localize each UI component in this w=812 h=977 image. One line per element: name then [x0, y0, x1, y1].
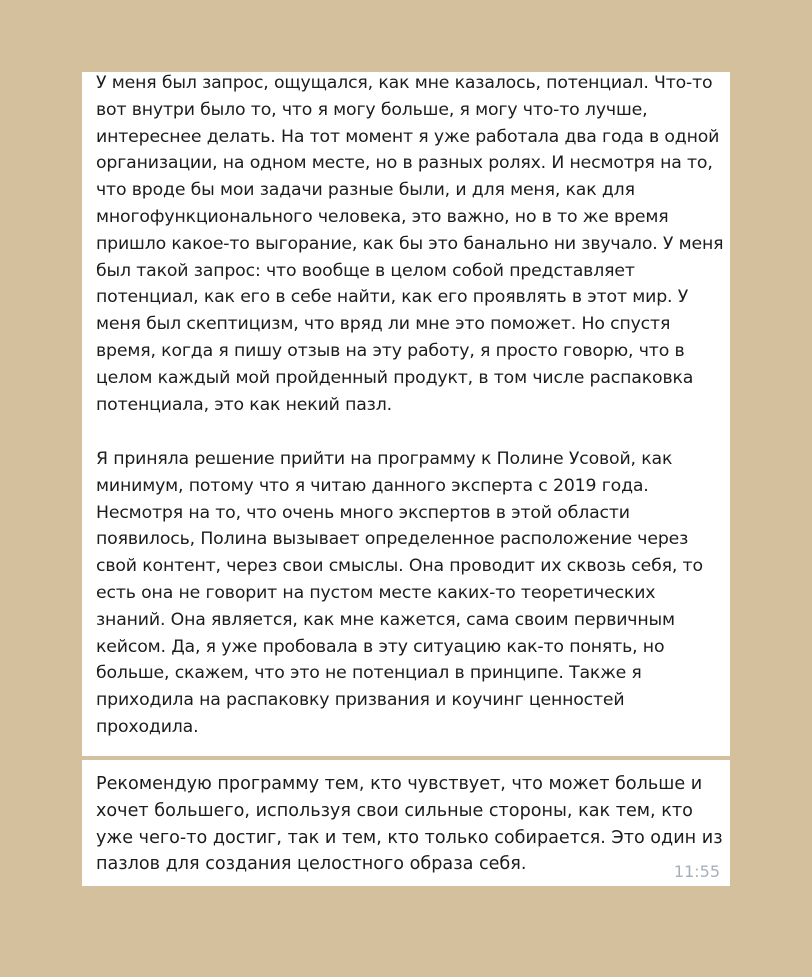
- message-paragraph-3: Рекомендую программу тем, кто чувствует, что может больше и хочет большего, используя свои сильные стороны, как тем, кто уже чего-то достиг, так и тем, кто только собирается. Это один из пазлов для создания целостного образа себя.: [96, 774, 723, 875]
- message-timestamp: 11:55: [673, 862, 720, 881]
- message-paragraph-2: Я приняла решение прийти на программу к Полине Усовой, как минимум, потому что я читаю данного эксперта с 2019 года. Несмотря на то, что очень много экспертов в этой области появилось, Полина вызывает определенное расположение через свой контент, через свои смыслы. Она проводит их сквозь себя, то есть она не говорит на пустом месте каких-то теоретических знаний. Она является, как мне кажется, сама своим первичным кейсом. Да, я уже пробовала в эту ситуацию как-то понять, но больше, скажем, что это не потенциал в принципе. Также я приходила на распаковку призвания и коучинг ценностей проходила.: [96, 449, 703, 737]
- message-paragraph-1: У меня был запрос, ощущался, как мне казалось, потенциал. Что-то вот внутри было то, что я могу больше, я могу что-то лучше, интереснее делать. На тот момент я уже работала два года в одной организации, на одном месте, но в разных ролях. И несмотря на то, что вроде бы мои задачи разные были, и для меня, как для многофункционального человека, это важно, но в то же время пришло какое-то выгорание, как бы это банально ни звучало. У меня был такой запрос: что вообще в целом собой представляет потенциал, как его в себе найти, как его проявлять в этот мир. У меня был скептицизм, что вряд ли мне это поможет. Но спустя время, когда я пишу отзыв на эту работу, я просто говорю, что в целом каждый мой пройденный продукт, в том числе распаковка потенциала, это как некий пазл.: [96, 73, 724, 415]
